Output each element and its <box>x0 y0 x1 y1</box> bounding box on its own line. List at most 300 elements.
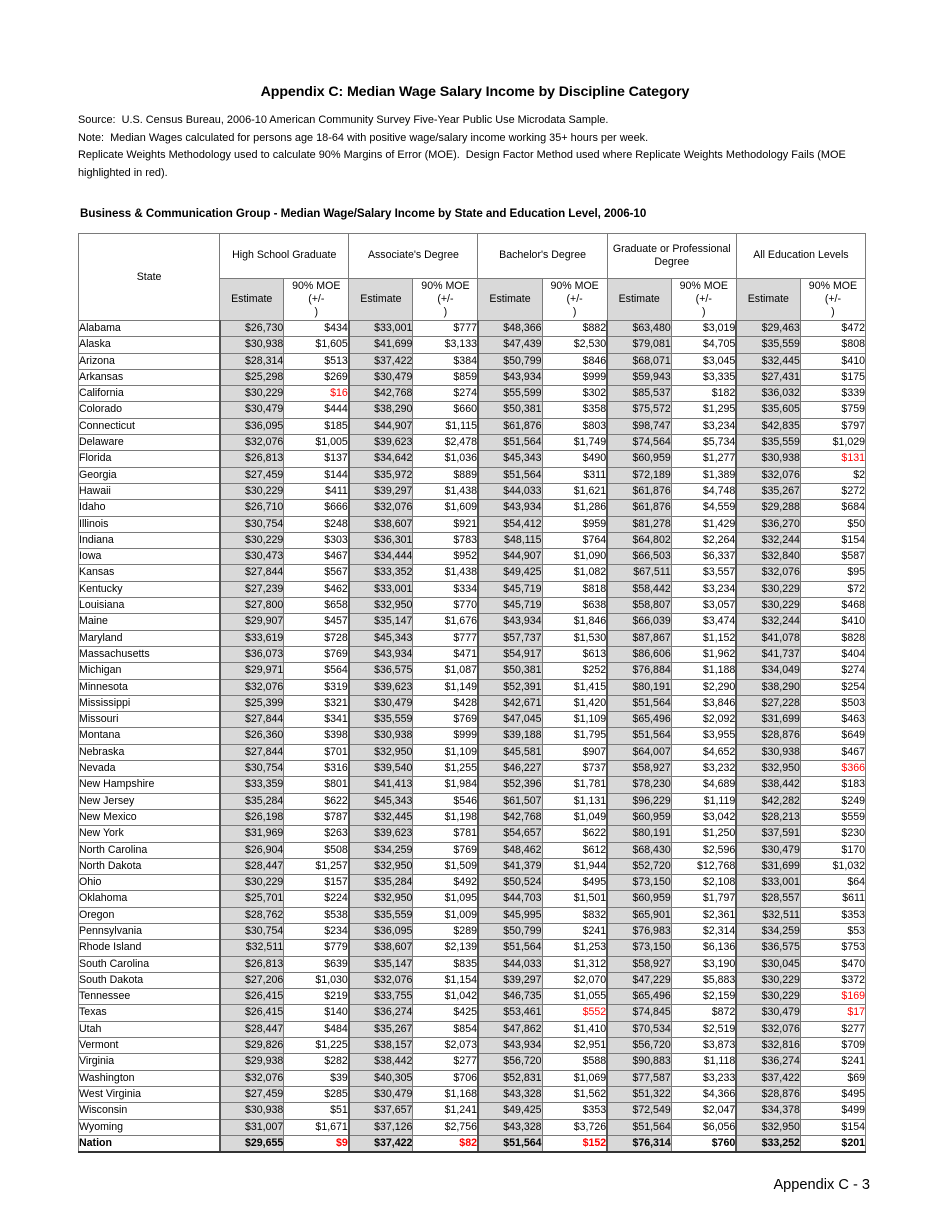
cell-moe: $3,045 <box>671 353 736 369</box>
cell-moe: $410 <box>800 353 865 369</box>
cell-moe: $410 <box>800 614 865 630</box>
cell-state: Kentucky <box>79 581 220 597</box>
cell-state: Maryland <box>79 630 220 646</box>
table-row <box>79 1054 866 1070</box>
cell-estimate: $33,001 <box>736 875 800 891</box>
cell-moe: $234 <box>284 923 349 939</box>
cell-moe: $398 <box>284 728 349 744</box>
table-row <box>79 614 866 630</box>
cell-moe: $559 <box>800 809 865 825</box>
cell-estimate: $32,076 <box>349 972 413 988</box>
cell-moe: $921 <box>413 516 478 532</box>
cell-estimate: $39,540 <box>349 761 413 777</box>
cell-estimate: $36,274 <box>349 1005 413 1021</box>
cell-estimate: $58,442 <box>607 581 671 597</box>
cell-estimate: $26,904 <box>220 842 284 858</box>
cell-state: Nation <box>79 1135 220 1152</box>
cell-moe: $1,250 <box>671 826 736 842</box>
cell-moe: $859 <box>413 369 478 385</box>
cell-moe: $425 <box>413 1005 478 1021</box>
group-header-associates: Associate's Degree <box>349 234 478 279</box>
cell-estimate: $64,007 <box>607 744 671 760</box>
cell-moe <box>542 1005 607 1021</box>
cell-moe: $39 <box>284 1070 349 1086</box>
table-row-total <box>79 1135 866 1152</box>
cell-moe: $321 <box>284 695 349 711</box>
cell-state: Hawaii <box>79 483 220 499</box>
cell-estimate: $75,572 <box>607 402 671 418</box>
cell-estimate: $32,511 <box>220 940 284 956</box>
cell-moe: $649 <box>800 728 865 744</box>
cell-state: Maine <box>79 614 220 630</box>
cell-moe: $384 <box>413 353 478 369</box>
cell-moe <box>800 761 865 777</box>
table-row <box>79 646 866 662</box>
cell-moe: $3,474 <box>671 614 736 630</box>
cell-moe: $1,036 <box>413 451 478 467</box>
cell-state: Michigan <box>79 663 220 679</box>
cell-moe: $490 <box>542 451 607 467</box>
cell-estimate: $66,039 <box>607 614 671 630</box>
cell-moe: $639 <box>284 956 349 972</box>
cell-moe: $777 <box>413 321 478 337</box>
cell-moe: $1,255 <box>413 761 478 777</box>
cell-moe: $2,047 <box>671 1103 736 1119</box>
cell-moe: $1,241 <box>413 1103 478 1119</box>
cell-state: New Mexico <box>79 809 220 825</box>
cell-moe: $737 <box>542 761 607 777</box>
cell-moe: $1,781 <box>542 777 607 793</box>
cell-moe: $1,420 <box>542 695 607 711</box>
cell-estimate: $54,657 <box>478 826 542 842</box>
cell-moe: $6,337 <box>671 549 736 565</box>
cell-moe: $3,019 <box>671 321 736 337</box>
table-row <box>79 598 866 614</box>
note-note: Note: Median Wages calculated for persons age 18-64 with positive wage/salary income working 35+ hours per week. <box>78 131 649 144</box>
cell-estimate: $31,699 <box>736 858 800 874</box>
cell-moe: $154 <box>800 532 865 548</box>
cell-estimate: $35,559 <box>349 712 413 728</box>
cell-estimate: $50,381 <box>478 663 542 679</box>
cell-estimate: $68,430 <box>607 842 671 858</box>
cell-estimate: $35,559 <box>736 435 800 451</box>
cell-moe: $3,133 <box>413 337 478 353</box>
cell-moe: $2,264 <box>671 532 736 548</box>
cell-estimate: $36,274 <box>736 1054 800 1070</box>
cell-moe: $3,057 <box>671 598 736 614</box>
cell-moe: $319 <box>284 679 349 695</box>
cell-moe: $1,082 <box>542 565 607 581</box>
cell-estimate: $30,229 <box>220 483 284 499</box>
cell-moe: $6,056 <box>671 1119 736 1135</box>
cell-moe: $53 <box>800 923 865 939</box>
cell-moe: $959 <box>542 516 607 532</box>
cell-estimate: $51,322 <box>607 1086 671 1102</box>
cell-moe: $1,277 <box>671 451 736 467</box>
cell-moe: $2,073 <box>413 1038 478 1054</box>
cell-estimate: $31,699 <box>736 712 800 728</box>
cell-moe: $1,095 <box>413 891 478 907</box>
cell-moe: $277 <box>800 1021 865 1037</box>
cell-moe: $1,055 <box>542 989 607 1005</box>
cell-estimate: $65,496 <box>607 712 671 728</box>
cell-moe: $769 <box>284 646 349 662</box>
cell-moe: $311 <box>542 467 607 483</box>
column-header-moe-bachelors: 90% MOE (+/- ) <box>542 279 607 321</box>
table-row <box>79 1021 866 1037</box>
cell-estimate: $39,297 <box>478 972 542 988</box>
table-row <box>79 809 866 825</box>
cell-estimate: $30,938 <box>220 337 284 353</box>
cell-estimate: $35,147 <box>349 614 413 630</box>
cell-moe: $154 <box>800 1119 865 1135</box>
table-row <box>79 891 866 907</box>
cell-estimate: $30,229 <box>736 598 800 614</box>
cell-moe: $468 <box>800 598 865 614</box>
cell-estimate: $44,033 <box>478 956 542 972</box>
cell-estimate: $36,032 <box>736 386 800 402</box>
cell-moe: $1,438 <box>413 483 478 499</box>
cell-estimate: $38,290 <box>349 402 413 418</box>
cell-estimate: $30,938 <box>220 1103 284 1119</box>
cell-state: Mississippi <box>79 695 220 711</box>
cell-estimate: $32,076 <box>220 1070 284 1086</box>
cell-estimate: $41,699 <box>349 337 413 353</box>
cell-estimate: $34,259 <box>736 923 800 939</box>
cell-state: Iowa <box>79 549 220 565</box>
moe-flagged-value: $17 <box>847 1006 865 1019</box>
cell-moe: $1,109 <box>413 744 478 760</box>
cell-state: Alabama <box>79 321 220 337</box>
cell-estimate: $61,876 <box>607 500 671 516</box>
cell-estimate: $30,229 <box>220 875 284 891</box>
cell-moe: $1,429 <box>671 516 736 532</box>
cell-moe: $249 <box>800 793 865 809</box>
cell-state: Kansas <box>79 565 220 581</box>
cell-estimate: $29,971 <box>220 663 284 679</box>
cell-moe: $5,883 <box>671 972 736 988</box>
cell-state: South Dakota <box>79 972 220 988</box>
cell-moe: $777 <box>413 630 478 646</box>
cell-estimate: $25,701 <box>220 891 284 907</box>
cell-moe: $1,501 <box>542 891 607 907</box>
cell-moe: $72 <box>800 581 865 597</box>
cell-estimate: $56,720 <box>478 1054 542 1070</box>
cell-estimate: $43,934 <box>478 500 542 516</box>
cell-moe: $787 <box>284 809 349 825</box>
cell-moe: $1,609 <box>413 500 478 516</box>
cell-estimate: $27,459 <box>220 1086 284 1102</box>
cell-state: New Hampshire <box>79 777 220 793</box>
cell-estimate: $39,297 <box>349 483 413 499</box>
cell-moe: $3,726 <box>542 1119 607 1135</box>
cell-estimate: $31,969 <box>220 826 284 842</box>
cell-moe: $622 <box>542 826 607 842</box>
cell-state: Illinois <box>79 516 220 532</box>
cell-moe: $622 <box>284 793 349 809</box>
cell-estimate: $30,479 <box>349 369 413 385</box>
group-header-high-school: High School Graduate <box>220 234 349 279</box>
cell-estimate: $48,115 <box>478 532 542 548</box>
cell-moe: $1,188 <box>671 663 736 679</box>
cell-estimate: $74,845 <box>607 1005 671 1021</box>
cell-moe: $372 <box>800 972 865 988</box>
table-row <box>79 418 866 434</box>
cell-moe: $803 <box>542 418 607 434</box>
cell-estimate: $41,379 <box>478 858 542 874</box>
cell-moe: $175 <box>800 369 865 385</box>
cell-estimate: $35,267 <box>349 1021 413 1037</box>
cell-estimate: $27,844 <box>220 744 284 760</box>
cell-moe: $538 <box>284 907 349 923</box>
cell-estimate: $98,747 <box>607 418 671 434</box>
cell-moe: $1,225 <box>284 1038 349 1054</box>
cell-estimate: $51,564 <box>478 940 542 956</box>
cell-moe: $3,233 <box>671 1070 736 1086</box>
table-row <box>79 695 866 711</box>
column-header-estimate-high-school: Estimate <box>220 279 284 321</box>
cell-moe: $219 <box>284 989 349 1005</box>
cell-estimate: $60,959 <box>607 809 671 825</box>
column-header-estimate-bachelors: Estimate <box>478 279 542 321</box>
cell-estimate: $31,007 <box>220 1119 284 1135</box>
cell-moe: $770 <box>413 598 478 614</box>
column-header-moe-associates: 90% MOE (+/- ) <box>413 279 478 321</box>
cell-estimate: $52,396 <box>478 777 542 793</box>
cell-estimate: $74,564 <box>607 435 671 451</box>
cell-moe: $818 <box>542 581 607 597</box>
cell-moe: $269 <box>284 369 349 385</box>
cell-moe: $263 <box>284 826 349 842</box>
table-row <box>79 369 866 385</box>
cell-moe: $666 <box>284 500 349 516</box>
cell-state: Arizona <box>79 353 220 369</box>
cell-moe: $277 <box>413 1054 478 1070</box>
cell-estimate: $47,862 <box>478 1021 542 1037</box>
cell-moe: $2,519 <box>671 1021 736 1037</box>
cell-estimate: $79,081 <box>607 337 671 353</box>
cell-estimate: $32,950 <box>736 761 800 777</box>
cell-state: Oklahoma <box>79 891 220 907</box>
cell-estimate: $27,800 <box>220 598 284 614</box>
cell-moe: $1,032 <box>800 858 865 874</box>
cell-estimate: $47,045 <box>478 712 542 728</box>
cell-estimate: $32,076 <box>220 435 284 451</box>
cell-estimate: $44,703 <box>478 891 542 907</box>
cell-estimate: $47,439 <box>478 337 542 353</box>
table-row <box>79 402 866 418</box>
cell-estimate: $43,934 <box>478 614 542 630</box>
cell-estimate: $35,147 <box>349 956 413 972</box>
cell-moe: $508 <box>284 842 349 858</box>
cell-moe: $1,257 <box>284 858 349 874</box>
table-row <box>79 777 866 793</box>
cell-moe: $2,756 <box>413 1119 478 1135</box>
cell-moe: $201 <box>800 1135 865 1152</box>
cell-moe: $1,168 <box>413 1086 478 1102</box>
cell-moe: $1,962 <box>671 646 736 662</box>
cell-estimate: $72,189 <box>607 467 671 483</box>
cell-moe: $658 <box>284 598 349 614</box>
cell-estimate: $38,442 <box>736 777 800 793</box>
table-row <box>79 663 866 679</box>
cell-moe: $411 <box>284 483 349 499</box>
cell-moe: $248 <box>284 516 349 532</box>
cell-estimate: $50,799 <box>478 353 542 369</box>
cell-estimate: $28,876 <box>736 1086 800 1102</box>
cell-estimate: $29,907 <box>220 614 284 630</box>
cell-moe: $759 <box>800 402 865 418</box>
cell-estimate: $43,934 <box>478 1038 542 1054</box>
cell-moe: $1,846 <box>542 614 607 630</box>
cell-moe: $832 <box>542 907 607 923</box>
cell-estimate: $80,191 <box>607 826 671 842</box>
cell-state: Wyoming <box>79 1119 220 1135</box>
cell-estimate: $76,314 <box>607 1135 671 1152</box>
cell-moe: $252 <box>542 663 607 679</box>
cell-estimate: $26,415 <box>220 989 284 1005</box>
cell-estimate: $45,343 <box>478 451 542 467</box>
cell-estimate: $38,442 <box>349 1054 413 1070</box>
cell-estimate: $27,239 <box>220 581 284 597</box>
cell-estimate: $41,078 <box>736 630 800 646</box>
cell-moe: $3,190 <box>671 956 736 972</box>
cell-moe: $274 <box>413 386 478 402</box>
moe-flagged-value: $152 <box>582 1136 607 1149</box>
cell-moe: $801 <box>284 777 349 793</box>
cell-state: Utah <box>79 1021 220 1037</box>
cell-moe: $1,749 <box>542 435 607 451</box>
cell-estimate: $39,623 <box>349 435 413 451</box>
cell-estimate: $32,076 <box>736 467 800 483</box>
cell-moe: $4,559 <box>671 500 736 516</box>
cell-estimate: $45,343 <box>349 630 413 646</box>
cell-moe: $470 <box>800 956 865 972</box>
table-row <box>79 842 866 858</box>
cell-state: Wisconsin <box>79 1103 220 1119</box>
cell-moe: $808 <box>800 337 865 353</box>
table-row <box>79 386 866 402</box>
cell-moe: $1,621 <box>542 483 607 499</box>
cell-moe: $1,415 <box>542 679 607 695</box>
cell-estimate: $38,157 <box>349 1038 413 1054</box>
cell-moe: $230 <box>800 826 865 842</box>
cell-moe: $334 <box>413 581 478 597</box>
cell-moe: $471 <box>413 646 478 662</box>
table-row <box>79 1005 866 1021</box>
cell-moe: $1,562 <box>542 1086 607 1102</box>
table-row <box>79 1103 866 1119</box>
column-header-moe-high-school: 90% MOE (+/- ) <box>284 279 349 321</box>
table-row <box>79 451 866 467</box>
cell-moe: $1,090 <box>542 549 607 565</box>
cell-moe: $2,092 <box>671 712 736 728</box>
cell-state: Oregon <box>79 907 220 923</box>
cell-moe <box>800 451 865 467</box>
cell-state: Delaware <box>79 435 220 451</box>
cell-moe: $835 <box>413 956 478 972</box>
cell-moe: $769 <box>413 712 478 728</box>
cell-moe: $1,131 <box>542 793 607 809</box>
cell-estimate: $46,227 <box>478 761 542 777</box>
table-row <box>79 744 866 760</box>
cell-moe: $1,198 <box>413 809 478 825</box>
cell-estimate: $32,511 <box>736 907 800 923</box>
cell-moe: $303 <box>284 532 349 548</box>
cell-moe: $1,005 <box>284 435 349 451</box>
cell-moe: $999 <box>542 369 607 385</box>
table-body <box>79 321 866 1153</box>
cell-moe: $1,030 <box>284 972 349 988</box>
cell-moe <box>800 1005 865 1021</box>
cell-moe: $3,234 <box>671 581 736 597</box>
cell-moe: $613 <box>542 646 607 662</box>
cell-moe: $2,951 <box>542 1038 607 1054</box>
cell-estimate: $27,206 <box>220 972 284 988</box>
cell-moe: $872 <box>671 1005 736 1021</box>
cell-estimate: $35,559 <box>349 907 413 923</box>
cell-estimate: $32,445 <box>349 809 413 825</box>
cell-moe: $889 <box>413 467 478 483</box>
cell-estimate: $28,876 <box>736 728 800 744</box>
cell-estimate: $33,001 <box>349 321 413 337</box>
cell-moe: $3,873 <box>671 1038 736 1054</box>
cell-estimate: $42,768 <box>478 809 542 825</box>
cell-moe: $760 <box>671 1135 736 1152</box>
cell-state: Ohio <box>79 875 220 891</box>
cell-estimate: $90,883 <box>607 1054 671 1070</box>
cell-state: Missouri <box>79 712 220 728</box>
cell-moe: $495 <box>800 1086 865 1102</box>
cell-estimate: $96,229 <box>607 793 671 809</box>
cell-estimate: $32,816 <box>736 1038 800 1054</box>
cell-moe: $1,149 <box>413 679 478 695</box>
cell-moe: $2,530 <box>542 337 607 353</box>
cell-estimate: $35,972 <box>349 467 413 483</box>
cell-estimate: $36,095 <box>220 418 284 434</box>
cell-moe: $467 <box>284 549 349 565</box>
table-row <box>79 581 866 597</box>
cell-state: New York <box>79 826 220 842</box>
cell-moe: $316 <box>284 761 349 777</box>
cell-moe: $4,366 <box>671 1086 736 1102</box>
cell-moe: $846 <box>542 353 607 369</box>
cell-moe: $1,530 <box>542 630 607 646</box>
cell-moe: $339 <box>800 386 865 402</box>
table-head <box>79 234 866 321</box>
cell-state: Texas <box>79 1005 220 1021</box>
cell-estimate: $43,934 <box>478 369 542 385</box>
cell-estimate: $33,001 <box>349 581 413 597</box>
cell-estimate: $26,730 <box>220 321 284 337</box>
cell-estimate: $38,607 <box>349 940 413 956</box>
cell-estimate: $51,564 <box>607 695 671 711</box>
table-row <box>79 1086 866 1102</box>
group-header-bachelors: Bachelor's Degree <box>478 234 607 279</box>
cell-estimate: $32,950 <box>349 858 413 874</box>
cell-moe: $462 <box>284 581 349 597</box>
cell-state: Nebraska <box>79 744 220 760</box>
table-row <box>79 972 866 988</box>
cell-estimate: $51,564 <box>607 728 671 744</box>
cell-moe: $4,689 <box>671 777 736 793</box>
cell-estimate: $29,826 <box>220 1038 284 1054</box>
cell-estimate: $41,737 <box>736 646 800 662</box>
cell-estimate: $29,655 <box>220 1135 284 1152</box>
cell-moe: $224 <box>284 891 349 907</box>
cell-estimate: $51,564 <box>478 467 542 483</box>
cell-estimate: $33,352 <box>349 565 413 581</box>
